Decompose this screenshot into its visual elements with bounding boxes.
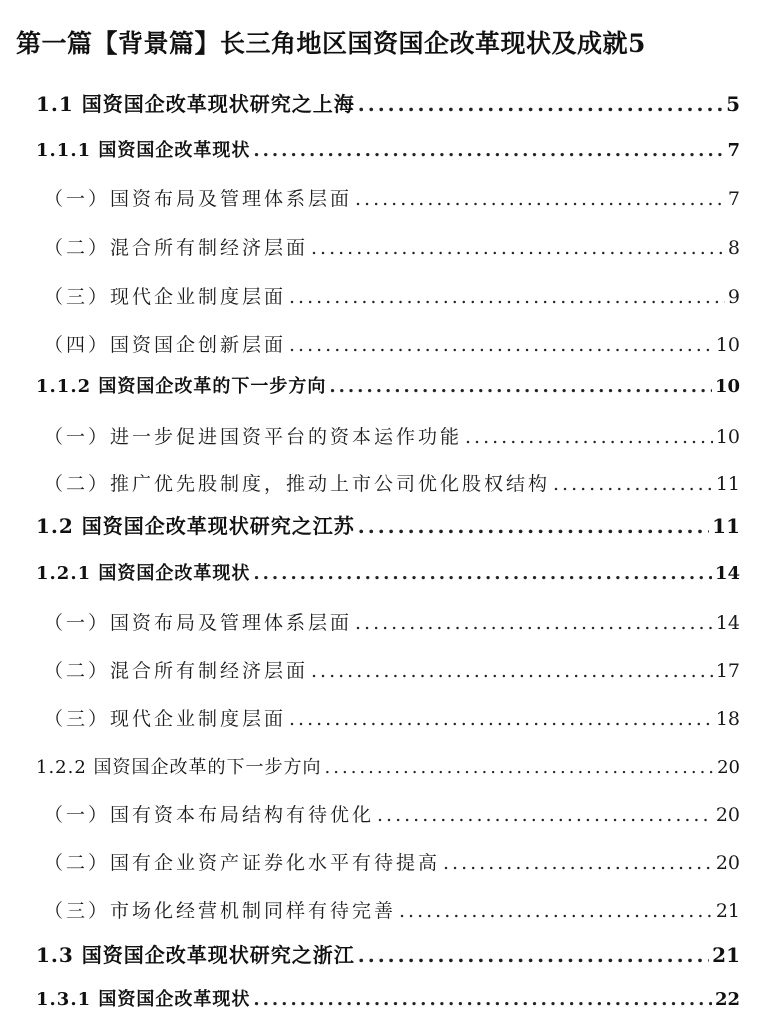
toc-entry-label: （二）国有企业资产证券化水平有待提高 [44, 852, 441, 874]
toc-entry-item[interactable] [0, 330, 768, 357]
toc-dot-leader [553, 473, 713, 495]
toc-entry-item[interactable] [0, 422, 768, 449]
toc-entry-label: 1.1.1 国资国企改革现状 [36, 140, 251, 161]
toc-entry-label: （二）推广优先股制度，推动上市公司优化股权结构 [44, 473, 551, 495]
toc-entry-label: （一）国资布局及管理体系层面 [44, 612, 353, 634]
toc-page-number: 9 [727, 286, 740, 308]
toc-entry-item[interactable] [0, 282, 768, 309]
toc-dot-leader [253, 563, 712, 584]
toc-entry-item[interactable] [0, 608, 768, 635]
toc-entry-label: （三）市场化经营机制同样有待完善 [44, 900, 397, 922]
toc-entry-item[interactable] [0, 656, 768, 683]
toc-dot-leader [253, 989, 712, 1010]
toc-dot-leader [289, 334, 713, 356]
toc-entry-label: （二）混合所有制经济层面 [44, 237, 309, 259]
toc-entry-label: 1.2 国资国企改革现状研究之江苏 [36, 514, 355, 538]
toc-entry-label: （四）国资国企创新层面 [44, 334, 287, 356]
toc-entry-label: （二）混合所有制经济层面 [44, 660, 309, 682]
toc-entry-section[interactable] [0, 939, 768, 968]
toc-entry-label: 1.1 国资国企改革现状研究之上海 [36, 92, 355, 116]
toc-page-number: 14 [715, 612, 740, 634]
toc-entry-subsection[interactable] [0, 559, 768, 585]
toc-entry-section[interactable] [0, 510, 768, 539]
toc-page-number: 8 [727, 237, 740, 259]
toc-page-number: 20 [717, 757, 740, 778]
toc-entry-item[interactable] [0, 800, 768, 827]
toc-entry-label: （一）国资布局及管理体系层面 [44, 188, 353, 210]
toc-entry-label: 1.2.1 国资国企改革现状 [36, 563, 251, 584]
toc-dot-leader [289, 286, 725, 308]
toc-dot-leader [358, 514, 709, 538]
toc-entry-item[interactable] [0, 896, 768, 923]
toc-entry-item[interactable] [0, 848, 768, 875]
toc-entry-label: 1.2.2 国资国企改革的下一步方向 [36, 757, 322, 778]
toc-entry-label: （三）现代企业制度层面 [44, 286, 287, 308]
toc-page-number: 10 [714, 376, 740, 397]
toc-entry-label: （一）进一步促进国资平台的资本运作功能 [44, 426, 463, 448]
toc-entry-subsection[interactable] [0, 372, 768, 398]
toc-entry-subsection[interactable] [0, 985, 768, 1011]
toc-entry-item[interactable] [0, 184, 768, 211]
toc-page-number: 11 [712, 514, 740, 538]
toc-page-number: 10 [715, 426, 740, 448]
toc-dot-leader [358, 943, 709, 967]
toc-page-number: 21 [712, 943, 740, 967]
toc-dot-leader [443, 852, 713, 874]
toc-entry-subsection[interactable] [0, 136, 768, 162]
toc-dot-leader [311, 237, 725, 259]
toc-dot-leader [289, 708, 713, 730]
toc-page-number: 21 [715, 900, 740, 922]
toc-page-number: 18 [715, 708, 740, 730]
toc-dot-leader [355, 188, 725, 210]
document-title: 第一篇【背景篇】长三角地区国资国企改革现状及成就5 [16, 29, 646, 58]
toc-page-number: 17 [715, 660, 740, 682]
toc-page-number: 5 [726, 92, 740, 116]
toc-page-number: 10 [715, 334, 740, 356]
toc-page-number: 7 [727, 140, 740, 161]
toc-entry-section[interactable] [0, 88, 768, 117]
toc-dot-leader [329, 376, 712, 397]
toc-dot-leader [325, 757, 715, 778]
toc-page-number: 20 [715, 804, 740, 826]
toc-dot-leader [355, 612, 713, 634]
toc-dot-leader [377, 804, 713, 826]
toc-page-number: 20 [715, 852, 740, 874]
toc-entry-label: （三）现代企业制度层面 [44, 708, 287, 730]
toc-entry-item[interactable] [0, 469, 768, 496]
toc-entry-subsection[interactable] [0, 753, 768, 779]
toc-entry-label: 1.1.2 国资国企改革的下一步方向 [36, 376, 327, 397]
toc-dot-leader [253, 140, 724, 161]
toc-page-number: 7 [727, 188, 740, 210]
toc-dot-leader [399, 900, 713, 922]
toc-dot-leader [465, 426, 713, 448]
toc-dot-leader [358, 92, 723, 116]
toc-dot-leader [311, 660, 713, 682]
toc-page-number: 14 [714, 563, 740, 584]
toc-entry-label: 1.3.1 国资国企改革现状 [36, 989, 251, 1010]
toc-entry-item[interactable] [0, 233, 768, 260]
toc-entry-label: 1.3 国资国企改革现状研究之浙江 [36, 943, 355, 967]
toc-page-number: 11 [715, 473, 740, 495]
toc-page-number: 22 [714, 989, 740, 1010]
toc-entry-item[interactable] [0, 704, 768, 731]
toc-entry-label: （一）国有资本布局结构有待优化 [44, 804, 375, 826]
